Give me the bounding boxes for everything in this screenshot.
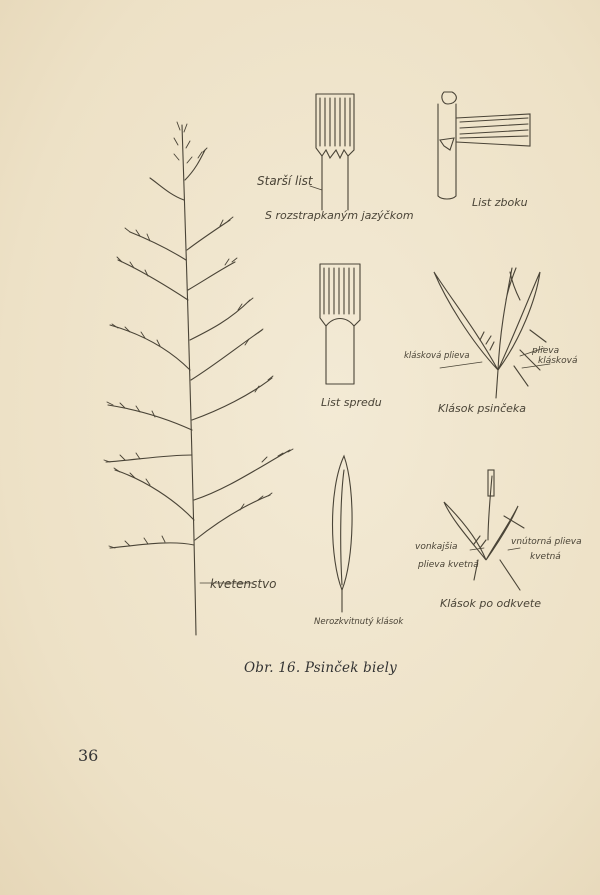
label-glume-right: klásková (538, 356, 578, 366)
figure-caption: Obr. 16. Psinček biely (244, 660, 397, 676)
label-glume-left: klásková plieva (404, 351, 470, 361)
label-spikelet-after-bloom: Klások po odkvete (440, 597, 541, 610)
older-leaf-drawing (316, 94, 354, 210)
label-spikelet: Klások psinčeka (438, 402, 527, 415)
panicle-drawing (106, 125, 290, 635)
leaf-front-view-drawing (320, 264, 360, 384)
label-outer: vonkajšia (415, 542, 458, 552)
label-floral: kvetná (530, 552, 561, 562)
label-inner-glume: vnútorná plieva (511, 537, 582, 547)
leaf-side-view-drawing (438, 92, 530, 199)
label-unopened-spikelet: Nerozkvitnutý klások (314, 617, 404, 627)
label-leaf-side-view: List zboku (472, 196, 528, 209)
label-inflorescence: kvetenstvo (210, 577, 277, 591)
label-glume-pleva: plieva (532, 346, 560, 356)
label-older-leaf: Starší list (257, 174, 313, 188)
label-leaf-front-view: List spredu (321, 396, 382, 409)
label-fringed-ligule: S rozstrapkaným jazýčkom (265, 209, 414, 222)
page-number: 36 (78, 746, 99, 765)
unopened-spikelet-drawing (333, 456, 353, 612)
label-floral-glume: plieva kvetná (418, 560, 479, 570)
spikelet-diagram-drawing (434, 268, 546, 398)
spikelet-after-bloom-drawing (444, 470, 524, 590)
